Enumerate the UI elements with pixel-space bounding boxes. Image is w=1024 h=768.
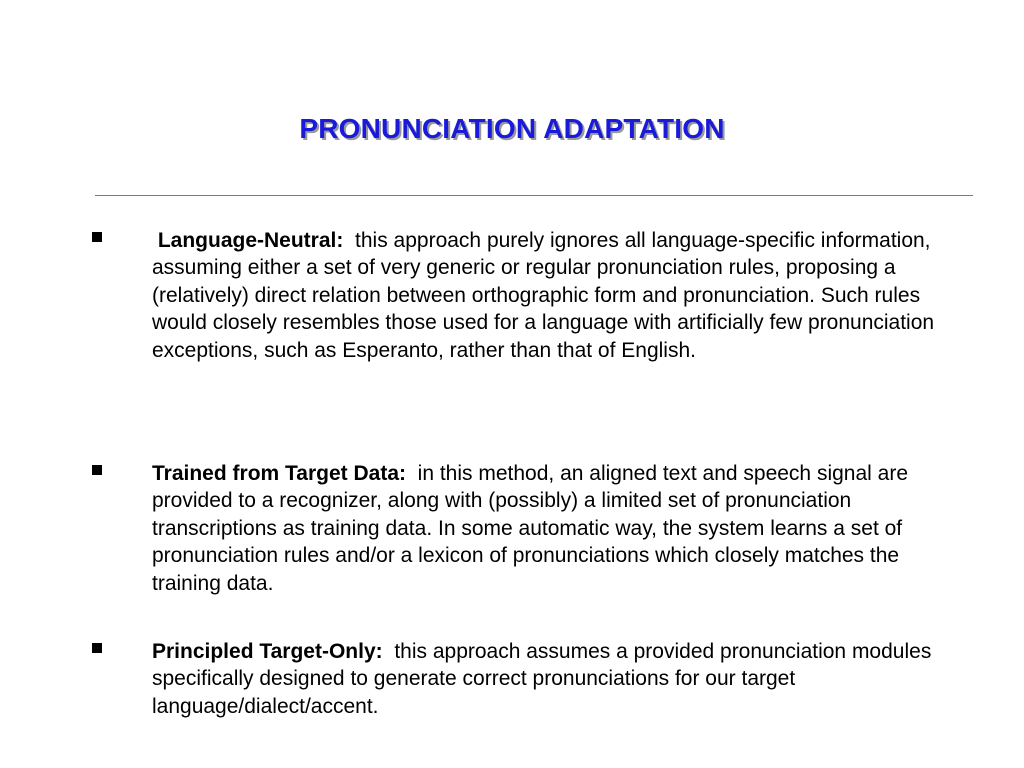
square-bullet-icon [92,232,102,242]
bullet-text: in this method, an aligned text and speech signal are provided to a recognizer, along with (possibly) a limited set of pronunciation transcriptions as training data. In some automatic way, the system learns a set of pronunciation rules and/or a lexicon of pronunciations which closely matches the training data. [152,462,908,595]
square-bullet-icon [92,465,102,475]
slide-title: PRONUNCIATION ADAPTATION [299,113,725,144]
bullet-term: Principled Target-Only: [152,640,383,663]
bullet-term: Trained from Target Data: [152,462,406,485]
bullet-term: Language-Neutral: [157,229,344,252]
bullet-item-principled-target-only [152,638,942,720]
bullet-item-language-neutral [152,227,942,364]
bullet-text: this approach purely ignores all language-specific information, assuming either a set of very generic or regular pronunciation rules, proposing a (relatively) direct relation between orthographic form and pronunciation. Such rules would closely resembles those used for a language with artificially few pronunciation exceptions, such as Esperanto, rather than that of English. [152,229,935,362]
bullet-item-trained-from-target-data [152,460,942,597]
bullet-text: this approach assumes a provided pronunciation modules specifically designed to generate correct pronunciations for our target language/dialect/accent. [152,640,932,718]
square-bullet-icon [92,643,102,653]
title-divider [95,195,973,196]
